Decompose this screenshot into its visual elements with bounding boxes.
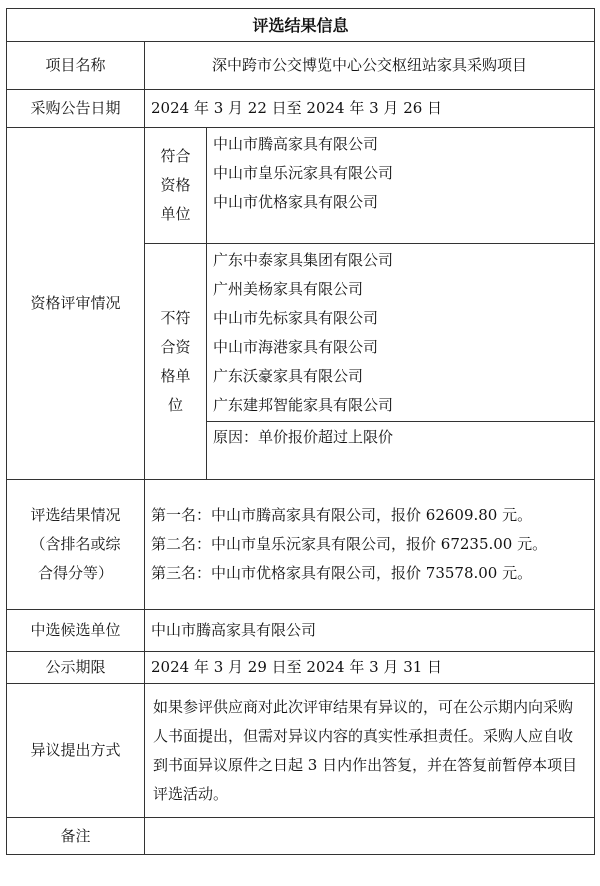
unqualified-label-line: 格单 (160, 366, 191, 385)
list-item: 中山市海港家具有限公司 (213, 337, 379, 356)
unqualified-list (207, 244, 595, 422)
list-item: 中山市先标家具有限公司 (213, 308, 379, 327)
candidate-row (7, 610, 595, 652)
result-label-line: 合得分等） (37, 564, 113, 582)
result-label-line: （含排名或综 (30, 535, 121, 553)
qualified-row (7, 128, 595, 244)
list-item: 中山市优格家具有限公司 (213, 193, 379, 211)
qualification-label: 资格评审情况 (7, 128, 145, 480)
ranking-item: 第一名：中山市腾高家具有限公司，报价 62609.80 元。 (151, 506, 533, 524)
list-item: 中山市腾高家具有限公司 (213, 135, 379, 153)
notes-label: 备注 (7, 818, 145, 855)
qualified-label-line: 符合 (160, 147, 191, 165)
table-title: 评选结果信息 (7, 9, 595, 42)
notes-row (7, 818, 595, 855)
title-row (7, 9, 595, 42)
objection-row (7, 684, 595, 818)
qualified-list (207, 128, 595, 244)
unqualified-label-line: 位 (167, 395, 183, 414)
selection-result-table (6, 8, 595, 855)
unqualified-sublabel (145, 244, 207, 480)
notice-date-row (7, 90, 595, 128)
project-label: 项目名称 (7, 42, 145, 90)
result-label-line: 评选结果情况 (30, 506, 121, 524)
notice-date-value: 2024 年 3 月 22 日至 2024 年 3 月 26 日 (145, 90, 595, 128)
unqualified-label-line: 不符 (160, 308, 191, 327)
candidate-label: 中选候选单位 (7, 610, 145, 652)
notice-date-label: 采购公告日期 (7, 90, 145, 128)
ranking-item: 第三名：中山市优格家具有限公司，报价 73578.00 元。 (151, 564, 533, 582)
publicity-label: 公示期限 (7, 652, 145, 684)
list-item: 广州美杨家具有限公司 (213, 279, 364, 298)
qualified-label-line: 资格 (160, 176, 191, 194)
unqualified-label-line: 合资 (160, 337, 191, 356)
list-item: 广东建邦智能家具有限公司 (213, 395, 394, 414)
publicity-row (7, 652, 595, 684)
qualified-label-line: 单位 (160, 205, 191, 223)
result-list (145, 480, 595, 610)
objection-label: 异议提出方式 (7, 684, 145, 818)
list-item: 广东中泰家具集团有限公司 (213, 250, 394, 269)
objection-value: 如果参评供应商对此次评审结果有异议的，可在公示期内向采购人书面提出，但需对异议内容的真实性承担责任。采购人应自收到书面异议原件之日起 3 日内作出答复，并在答复前暂停本项目评选活动。 (145, 684, 595, 818)
project-value: 深中跨市公交博览中心公交枢纽站家具采购项目 (145, 42, 595, 90)
result-row (7, 480, 595, 610)
list-item: 广东沃豪家具有限公司 (213, 366, 364, 385)
qualified-sublabel (145, 128, 207, 244)
candidate-value: 中山市腾高家具有限公司 (145, 610, 595, 652)
publicity-value: 2024 年 3 月 29 日至 2024 年 3 月 31 日 (145, 652, 595, 684)
ranking-item: 第二名：中山市皇乐沅家具有限公司，报价 67235.00 元。 (151, 535, 548, 553)
unqualified-reason: 原因：单价报价超过上限价 (207, 422, 595, 480)
list-item: 中山市皇乐沅家具有限公司 (213, 164, 394, 182)
project-row (7, 42, 595, 90)
notes-value (145, 818, 595, 855)
result-label (7, 480, 145, 610)
